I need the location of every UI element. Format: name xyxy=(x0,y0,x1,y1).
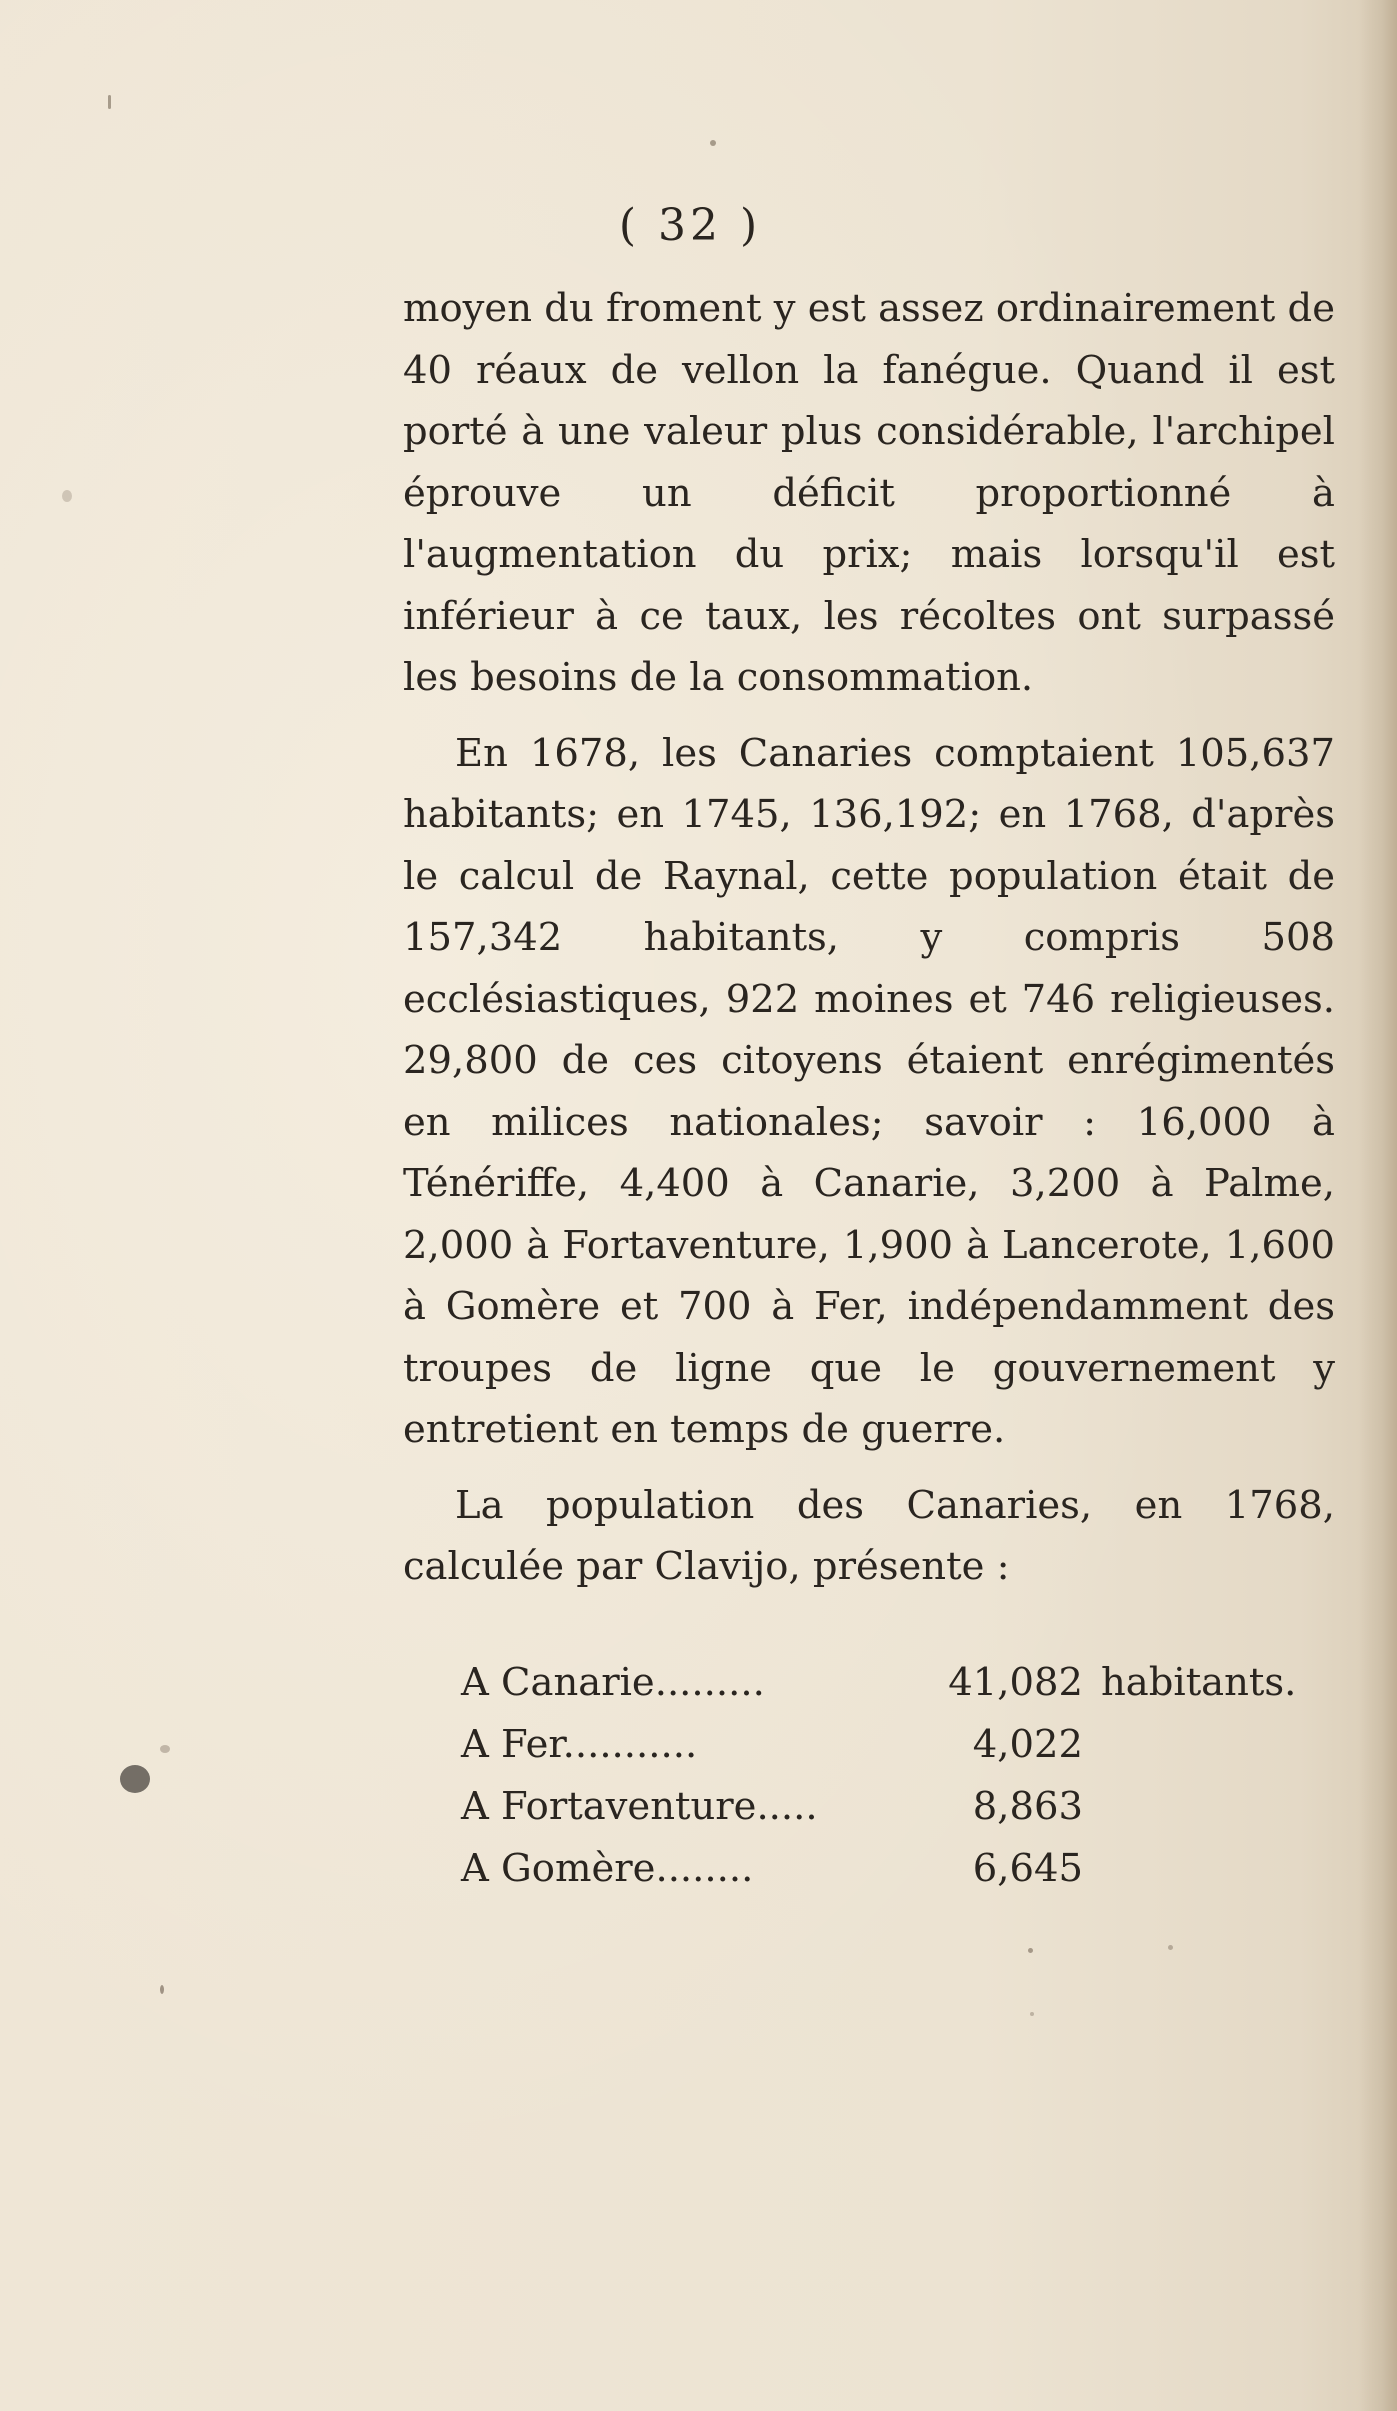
place-name: A Gomère........ xyxy=(461,1846,754,1891)
paper-speck xyxy=(160,1745,170,1753)
paragraph-2: En 1678, les Canaries comptaient 105,637 habitants; en 1745, 136,192; en 1768, d'après le calcul de Raynal, cette population était de 157,342 habitants, y compris 508 ecclésiastiques, 922 moines et 746 religieuses. 29,800 de ces citoyens étaient enrégimentés en milices nationales; savoir : 16,000 à Ténériffe, 4,400 à Canarie, 3,200 à Palme, 2,000 à Fortaventure, 1,900 à Lancerote, 1,600 à Gomère et 700 à Fer, indépendamment des troupes de ligne que le gouvernement y entretient en temps de guerre. xyxy=(403,730,1335,1452)
table-row xyxy=(461,1714,1361,1776)
page-gutter-shadow xyxy=(1359,0,1397,2411)
body-text xyxy=(403,278,1335,1598)
table-row xyxy=(461,1776,1361,1838)
paper-speck xyxy=(120,1765,150,1793)
paper-speck xyxy=(108,95,111,109)
population-count: 4,022 xyxy=(972,1722,1083,1767)
population-table xyxy=(461,1652,1361,1900)
paper-speck xyxy=(710,140,716,146)
paper-speck xyxy=(1030,2012,1034,2016)
place-name: A Canarie......... xyxy=(461,1660,765,1705)
table-row xyxy=(461,1652,1361,1714)
place-name: A Fortaventure..... xyxy=(461,1784,818,1829)
place-name: A Fer........... xyxy=(461,1722,698,1767)
population-unit: habitants. xyxy=(1101,1660,1297,1705)
paper-speck xyxy=(1028,1948,1033,1953)
page-number: ( 32 ) xyxy=(618,200,762,251)
population-count: 8,863 xyxy=(972,1784,1083,1829)
table-row xyxy=(461,1838,1361,1900)
paper-speck xyxy=(160,1985,164,1994)
paragraph-1: moyen du froment y est assez ordinairement de 40 réaux de vellon la fanégue. Quand il est porté à une valeur plus considérable, l'archipel éprouve un déficit proportionné à l'augmentation du prix; mais lorsqu'il est inférieur à ce taux, les récoltes ont surpassé les besoins de la consommation. xyxy=(403,286,1335,700)
population-count: 6,645 xyxy=(972,1846,1083,1891)
paper-speck xyxy=(62,490,72,502)
paper-speck xyxy=(1168,1945,1173,1950)
population-count: 41,082 xyxy=(948,1660,1083,1705)
paragraph-3: La population des Canaries, en 1768, calculée par Clavijo, présente : xyxy=(403,1482,1335,1589)
